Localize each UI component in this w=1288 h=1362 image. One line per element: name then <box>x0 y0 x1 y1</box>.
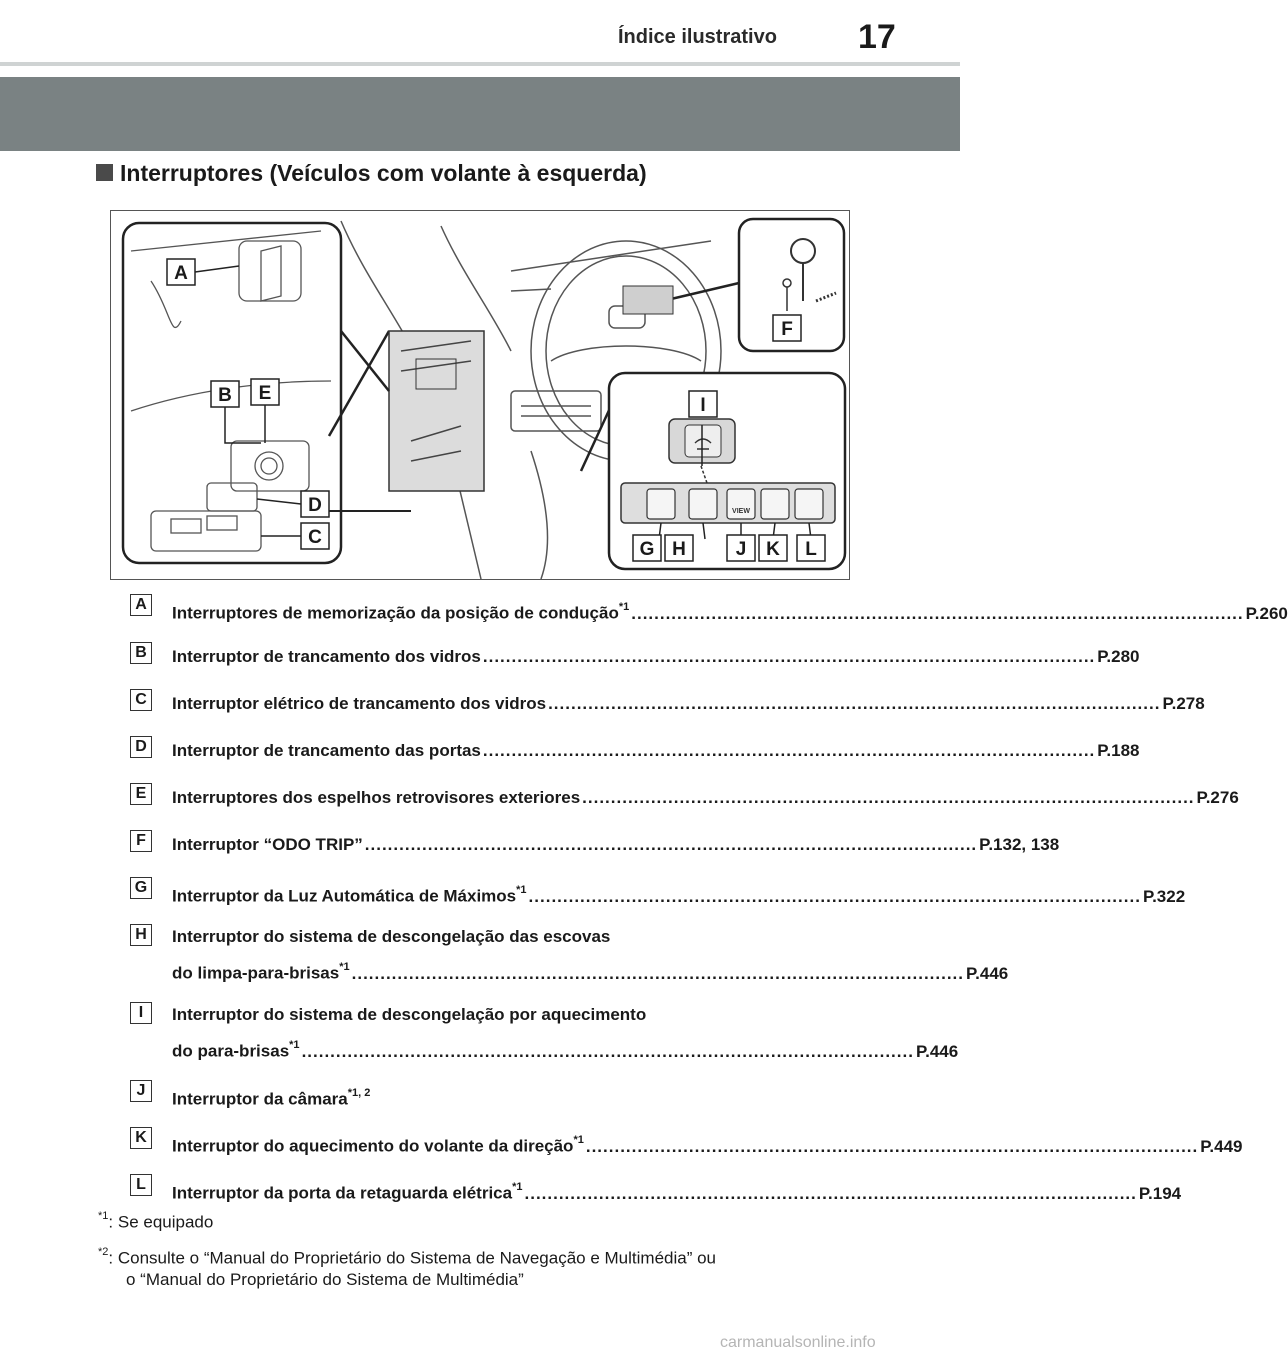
item-text: Interruptor de trancamento dos vidros <box>172 647 481 666</box>
callout-J <box>727 535 755 561</box>
odo-trip-inset <box>623 219 844 351</box>
svg-text:L: L <box>805 539 817 560</box>
item-text-line1: Interruptor do sistema de descongelação das escovas <box>172 927 611 946</box>
callout-L <box>797 535 825 561</box>
footnote-1 <box>98 1206 213 1235</box>
leader-dots: ........................................................................................................... <box>631 603 1244 623</box>
item-label: K <box>130 1127 152 1149</box>
item-label: B <box>130 642 152 664</box>
leader-dots: ........................................................................................................... <box>548 694 1161 713</box>
svg-text:G: G <box>639 539 655 560</box>
item-text: do para-brisas <box>172 1041 290 1061</box>
item-sup: *1 <box>512 1181 523 1193</box>
item-sup: *1 <box>339 961 350 973</box>
footnote-2 <box>98 1242 716 1271</box>
item-label: G <box>130 877 152 899</box>
section-title <box>96 160 647 187</box>
item-text: Interruptor elétrico de trancamento dos vidros <box>172 694 547 713</box>
item-label: A <box>130 594 152 616</box>
leader-dots: ........................................................................................................... <box>351 963 965 983</box>
page-ref: P.278 <box>1162 694 1205 713</box>
item-sup: *1 <box>573 1134 584 1146</box>
item-label: H <box>130 924 152 946</box>
item-sup: *1 <box>289 1039 300 1051</box>
section-title-text: Interruptores (Veículos com volante à esquerda) <box>120 160 647 186</box>
item-sup: *1, 2 <box>347 1087 371 1099</box>
callout-I <box>689 391 717 417</box>
item-text-line1: Interruptor do sistema de descongelação por aquecimento <box>172 1005 647 1024</box>
callout-F <box>773 315 801 341</box>
svg-text:F: F <box>781 319 793 340</box>
footnote-text: : Consulte o “Manual do Proprietário do Sistema de Navegação e Multimédia” ou <box>108 1248 717 1268</box>
svg-text:D: D <box>308 495 322 516</box>
item-label: E <box>130 783 152 805</box>
item-text: Interruptor da câmara <box>172 1089 348 1109</box>
svg-text:A: A <box>174 263 188 284</box>
svg-text:I: I <box>700 395 706 416</box>
item-sup: *1 <box>516 884 527 896</box>
leader-dots: ........................................................................................................... <box>301 1041 914 1061</box>
footnote-mark: *1 <box>98 1210 109 1222</box>
page-ref: P.449 <box>1200 1136 1243 1156</box>
page-ref: P.322 <box>1142 886 1186 906</box>
page-ref: P.446 <box>966 963 1009 983</box>
door-panel-small <box>341 331 484 491</box>
item-label: L <box>130 1174 152 1196</box>
switches-illustration <box>110 210 850 580</box>
page-ref: P.194 <box>1138 1183 1182 1203</box>
svg-text:E: E <box>258 383 272 404</box>
square-bullet-icon <box>96 164 113 181</box>
item-text: Interruptor de trancamento das portas <box>172 741 481 760</box>
item-text: Interruptores dos espelhos retrovisores exteriores <box>172 788 581 807</box>
leader-dots: ........................................................................................................... <box>528 886 1141 906</box>
item-label: C <box>130 689 152 711</box>
item-text: do limpa-para-brisas <box>172 963 340 983</box>
callout-K <box>759 535 787 561</box>
leader-dots: ........................................................................................................... <box>482 741 1096 760</box>
header-rule <box>0 62 960 66</box>
footnote-text: : Se equipado <box>108 1212 214 1232</box>
svg-text:K: K <box>766 539 780 560</box>
callout-H <box>665 535 693 561</box>
item-label: J <box>130 1080 152 1102</box>
svg-text:H: H <box>672 539 686 560</box>
leader-dots: ........................................................................................................... <box>582 788 1195 807</box>
page-ref: P.132, 138 <box>979 835 1060 854</box>
footnote-2-line2: o “Manual do Proprietário do Sistema de Multimédia” <box>126 1270 524 1289</box>
page-ref: P.276 <box>1196 788 1239 807</box>
page-ref: P.446 <box>915 1041 959 1061</box>
item-label: I <box>130 1002 152 1024</box>
page-ref: P.188 <box>1097 741 1140 760</box>
svg-text:B: B <box>218 385 232 406</box>
watermark: carmanualsonline.info <box>720 1334 876 1351</box>
chapter-band <box>0 77 960 151</box>
page-ref: P.280 <box>1097 647 1140 666</box>
header-title: Índice ilustrativo <box>618 26 777 48</box>
page-ref: P.260 <box>1245 603 1288 623</box>
leader-dots: ........................................................................................................... <box>482 647 1096 666</box>
item-text: Interruptor da porta da retaguarda elétrica <box>172 1183 513 1203</box>
callout-G <box>633 535 661 561</box>
item-text: Interruptor “ODO TRIP” <box>172 835 363 854</box>
item-text: Interruptor do aquecimento do volante da direção <box>172 1136 574 1156</box>
item-text: Interruptor da Luz Automática de Máximos <box>172 886 517 906</box>
svg-text:C: C <box>308 527 322 548</box>
view-button-text: VIEW <box>732 508 750 515</box>
leader-dots: ........................................................................................................... <box>585 1136 1199 1156</box>
item-label: F <box>130 830 152 852</box>
leader-dots: ........................................................................................................... <box>364 835 978 854</box>
leader-dots: ........................................................................................................... <box>524 1183 1137 1203</box>
page-number: 17 <box>858 18 896 56</box>
item-sup: *1 <box>618 601 630 613</box>
footnote-mark: *2 <box>98 1246 109 1258</box>
svg-text:J: J <box>735 539 747 560</box>
item-text: Interruptores de memorização da posição de condução <box>172 603 619 623</box>
item-label: D <box>130 736 152 758</box>
